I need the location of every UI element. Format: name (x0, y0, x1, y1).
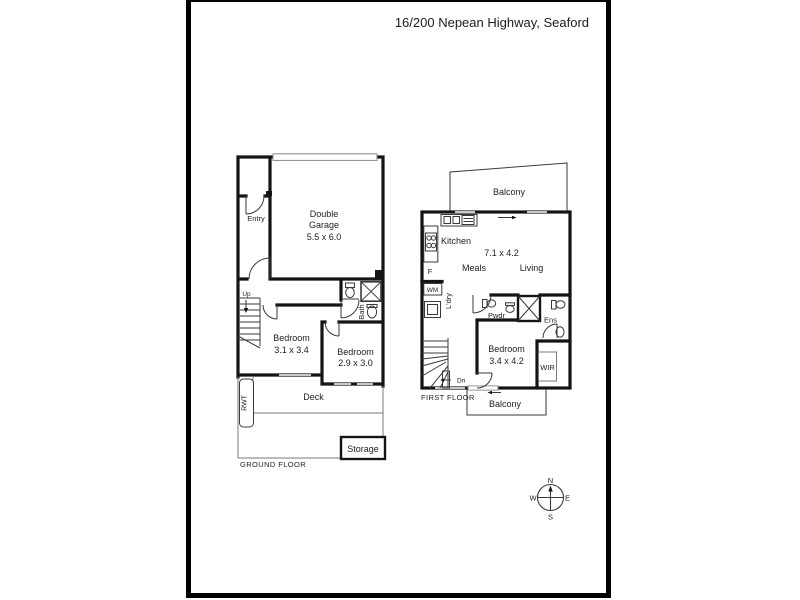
compass-rose-icon (529, 476, 570, 522)
deck-label: Deck (303, 392, 324, 402)
first-floor-plan (421, 163, 570, 415)
wm-label: WM (426, 287, 439, 294)
first-floor-title: FIRST FLOOR (421, 393, 475, 402)
compass-w: W (529, 493, 537, 503)
sink-icon (367, 305, 377, 319)
meals-label: Meals (461, 263, 487, 273)
entry-label: Entry (247, 214, 265, 223)
garage-door (273, 154, 377, 161)
ensuite-label: Ens (544, 315, 557, 325)
ground-floor-plan (238, 154, 385, 469)
bedroom-label-1: Bedroom (488, 344, 525, 354)
up-label: Up (242, 291, 251, 298)
property-address-title: 16/200 Nepean Highway, Seaford (394, 15, 589, 30)
wir-label: WIR (540, 363, 555, 372)
shower-icon (361, 282, 381, 301)
powder-label: Pwdr (487, 311, 506, 320)
toilet-icon (346, 283, 355, 298)
balcony-top-label: Balcony (492, 187, 526, 197)
bath-label: Bath (357, 304, 366, 320)
shower-icon (518, 296, 540, 321)
living-label: Living (519, 263, 544, 273)
compass-n: N (547, 476, 554, 485)
storage-label: Storage (347, 444, 379, 454)
rwt-label: RWT (241, 395, 249, 411)
staircase-down (422, 338, 451, 388)
dimensions-label: 7.1 x 4.2 (484, 248, 519, 258)
bedroom-label-2: 3.4 x 4.2 (489, 356, 524, 366)
laundry-tub (425, 302, 441, 318)
bedroom1-label-2: 3.1 x 3.4 (274, 345, 309, 355)
bedroom2-label-1: Bedroom (337, 347, 374, 357)
bedroom2-label-2: 2.9 x 3.0 (338, 358, 373, 368)
garage-label-3: 5.5 x 6.0 (306, 232, 342, 242)
compass-s: S (547, 512, 554, 522)
kitchen-label: Kitchen (440, 236, 472, 246)
dn-label: Dn (457, 377, 466, 385)
toilet-icon (552, 301, 565, 310)
kitchen-bench (441, 215, 477, 227)
cooktop-icon (424, 226, 438, 262)
sink-icon (506, 303, 515, 313)
laundry-label: L'dry (444, 292, 453, 310)
ground-floor-title: GROUND FLOOR (240, 460, 307, 469)
balcony-bottom-label: Balcony (488, 399, 522, 409)
bedroom1-label-1: Bedroom (273, 333, 310, 343)
fridge-label: F (427, 267, 433, 276)
north-needle (548, 486, 552, 492)
garage-label-2: Garage (308, 220, 340, 230)
floor-plan-canvas (185, 0, 615, 600)
garage-label-1: Double (309, 209, 339, 219)
staircase-up (238, 298, 260, 348)
compass-e: E (564, 493, 571, 503)
